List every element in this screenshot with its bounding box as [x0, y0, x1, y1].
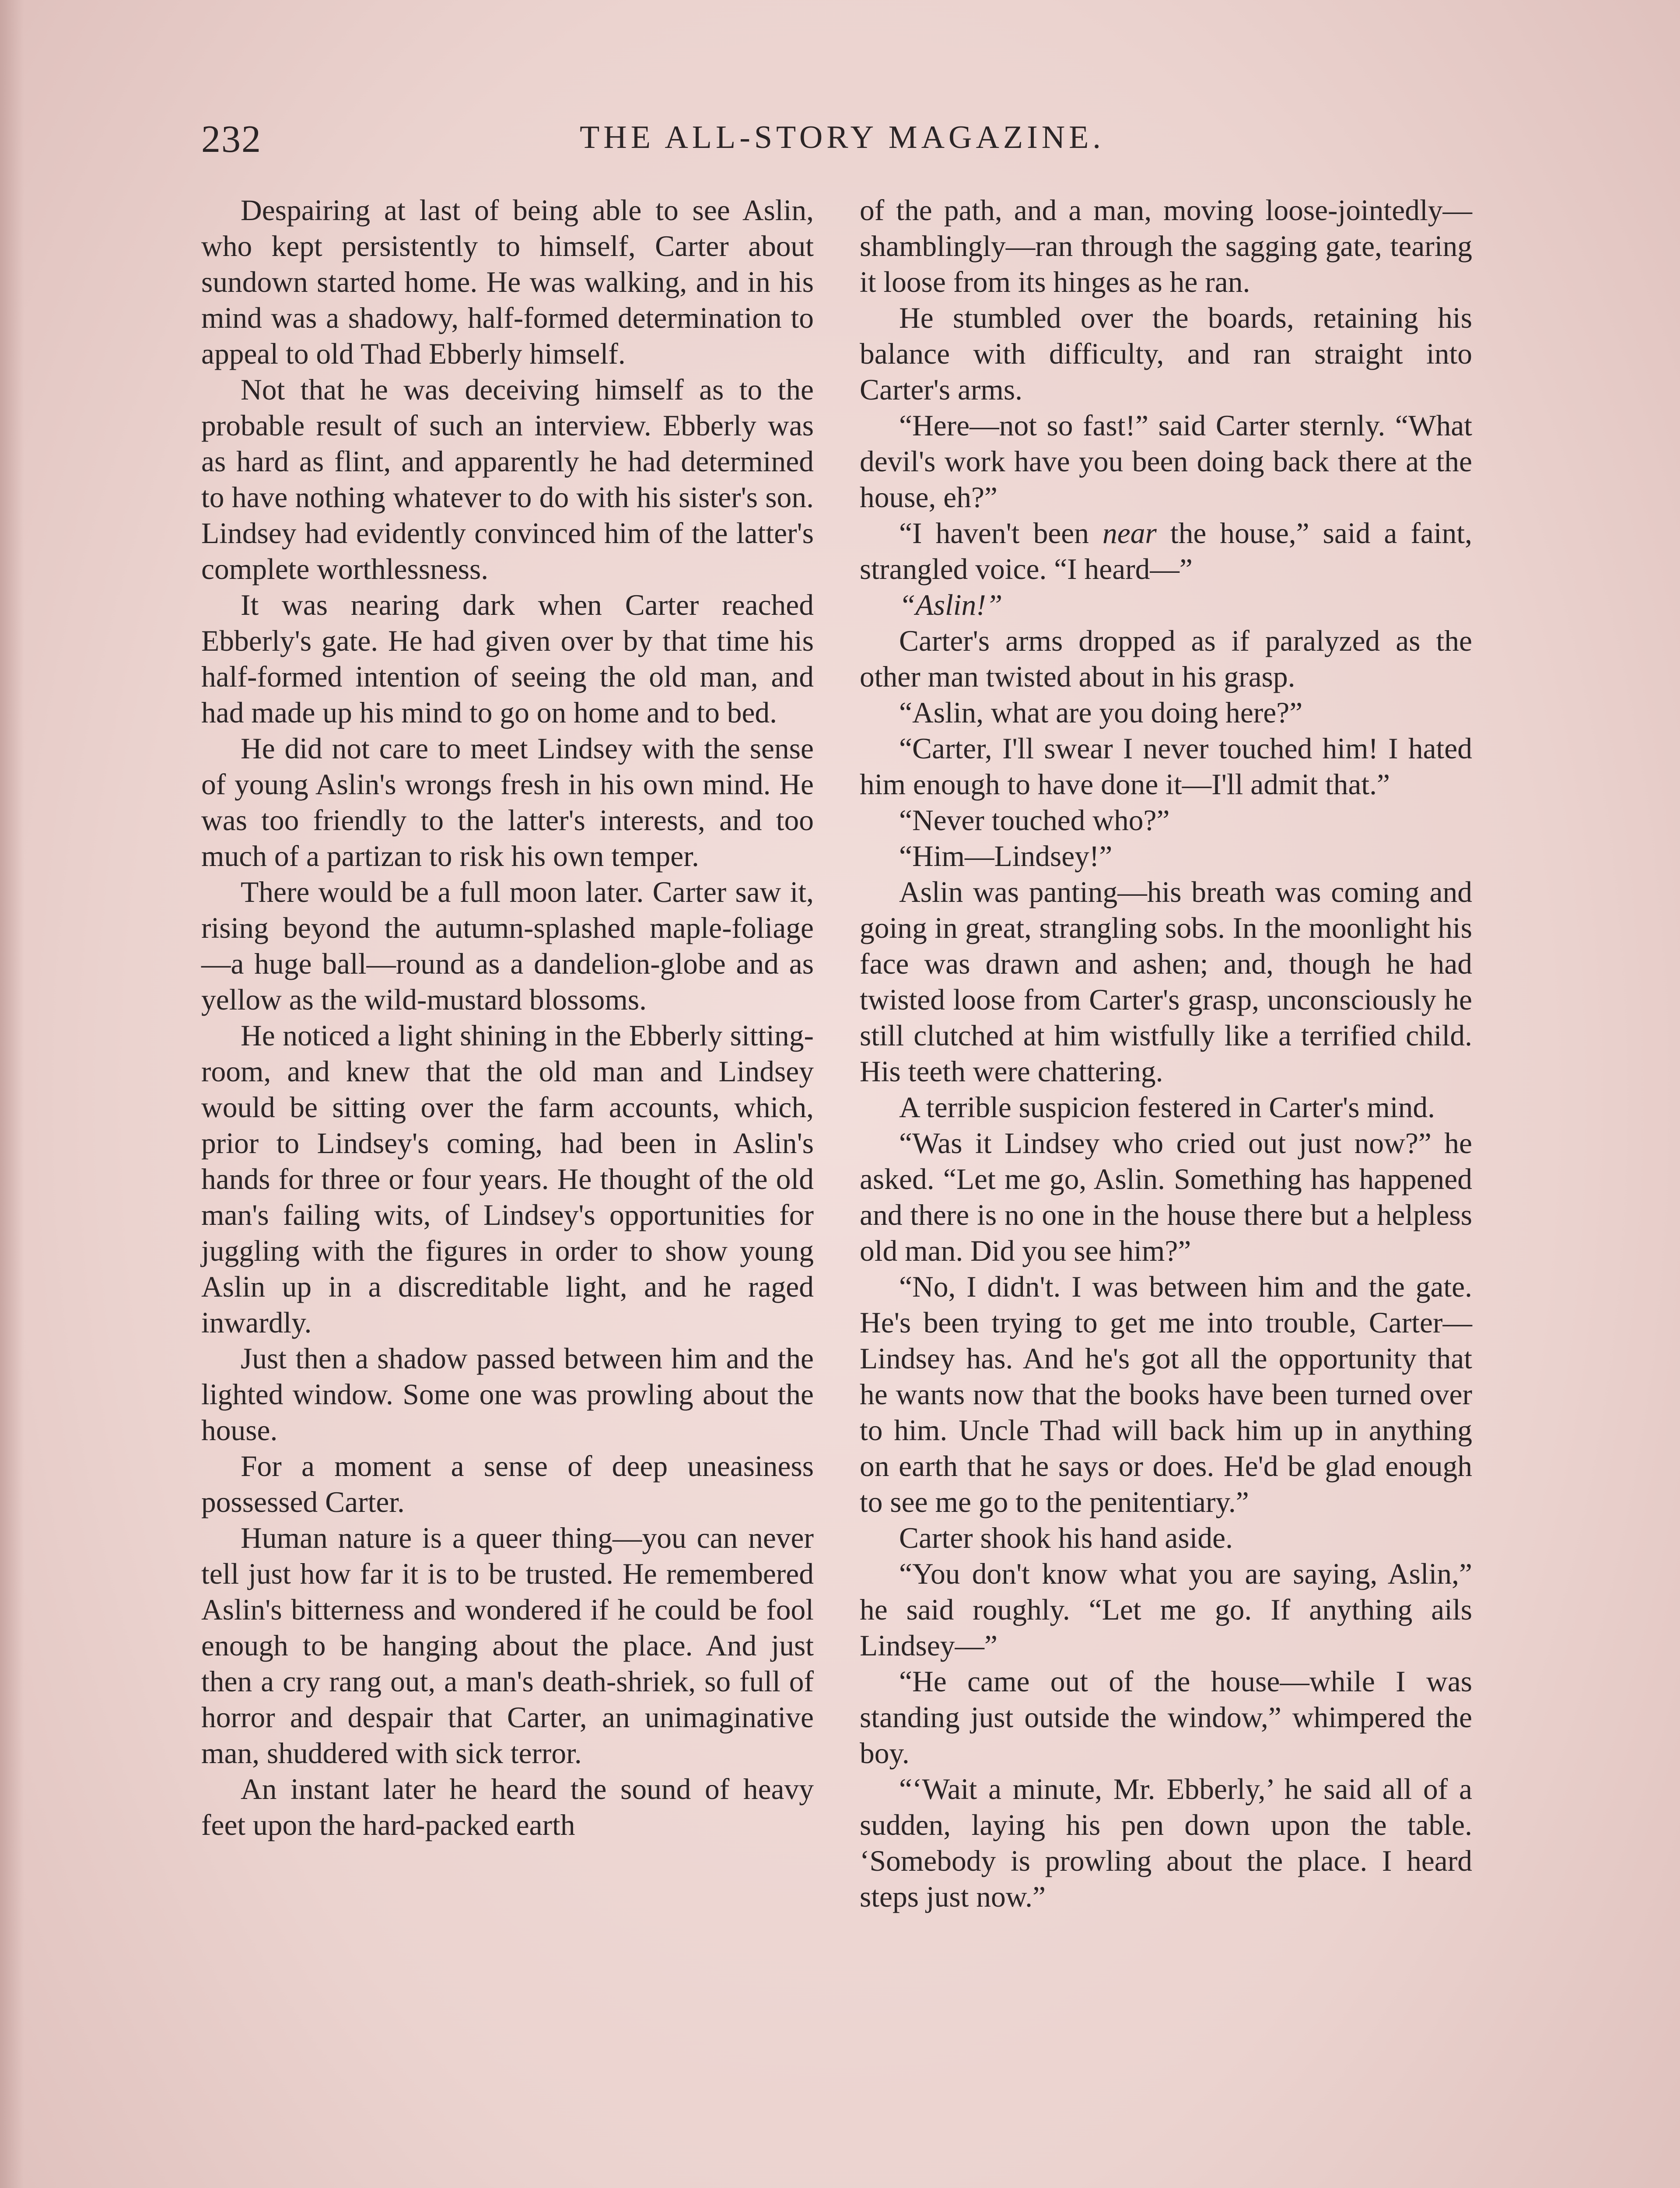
paragraph: He did not care to meet Lindsey with the sense of young Aslin's wrongs fresh in his own mind. He was too friendly to the latter's interests, and too much of a partizan to risk his own temper. — [201, 732, 814, 873]
paragraph: “He came out of the house—while I was standing just outside the window,” whimpered the boy. — [860, 1665, 1472, 1770]
paragraph: “You don't know what you are saying, Aslin,” he said roughly. “Let me go. If anything ails Lindsey—” — [860, 1557, 1472, 1662]
paragraph: An instant later he heard the sound of heavy feet upon the hard-packed earth — [201, 1773, 814, 1841]
text-span: the house,” said a faint, strangled voice. “I heard—” — [860, 517, 1472, 586]
right-column — [860, 193, 1472, 1915]
paragraph: He noticed a light shining in the Ebberly sitting-room, and knew that the old man and Lindsey would be sitting over the farm accounts, which, prior to Lindsey's coming, had been in Aslin's hands for three or four years. He thought of the old man's failing wits, of Lindsey's opportunities for juggling with the figures in order to show young Aslin up in a discreditable light, and he raged inwardly. — [201, 1019, 814, 1339]
page-number: 232 — [201, 118, 262, 161]
paragraph: “Aslin, what are you doing here?” — [899, 696, 1303, 729]
paragraph: Despairing at last of being able to see Aslin, who kept persistently to himself, Carter about sundown started home. He was walking, and in his mind was a shadowy, half-formed determination to appeal to old Thad Ebberly himself. — [201, 194, 814, 370]
paragraph: Aslin was panting—his breath was coming and going in great, strangling sobs. In the moonlight his face was drawn and ashen; and, though he had twisted loose from Carter's grasp, unconsciously he still clutched at him wistfully like a terrified child. His teeth were chattering. — [860, 876, 1472, 1088]
paragraph: “Carter, I'll swear I never touched him! I hated him enough to have done it—I'll admit that.” — [860, 732, 1472, 801]
page-edge-shadow — [0, 0, 24, 2188]
paragraph: “Here—not so fast!” said Carter sternly. “What devil's work have you been doing back there at the house, eh?” — [860, 409, 1472, 514]
paragraph: For a moment a sense of deep uneasiness possessed Carter. — [201, 1450, 814, 1518]
paragraph: “Him—Lindsey!” — [899, 840, 1113, 873]
paragraph: “Was it Lindsey who cried out just now?” he asked. “Let me go, Aslin. Something has happened and there is no one in the house there but a helpless old man. Did you see him?” — [860, 1127, 1472, 1267]
page-header — [201, 117, 1483, 170]
italic-word: near — [1102, 517, 1157, 550]
running-head: THE ALL-STORY MAGAZINE. — [580, 119, 1105, 155]
paragraph: Just then a shadow passed between him and the lighted window. Some one was prowling about the house. — [201, 1342, 814, 1447]
paragraph: “Never touched who?” — [899, 804, 1170, 837]
paragraph: “No, I didn't. I was between him and the gate. He's been trying to get me into trouble, Carter—Lindsey has. And he's got all the opportunity that he wants now that the books have been turned over to him. Uncle Thad will back him up in anything on earth that he says or does. He'd be glad enough to see me go to the penitentiary.” — [860, 1270, 1472, 1518]
italic-exclamation: “Aslin!” — [899, 589, 1003, 621]
paragraph — [860, 515, 1472, 587]
paragraph: Not that he was deceiving himself as to the probable result of such an interview. Ebberly was as hard as flint, and apparently he had determined to have nothing whatever to do with his sister's son. Lindsey had evidently convinced him of the latter's complete worthlessness. — [201, 373, 814, 586]
paragraph: “‘Wait a minute, Mr. Ebberly,’ he said all of a sudden, laying his pen down upon the table. ‘Somebody is prowling about the place. I heard steps just now.” — [860, 1773, 1472, 1913]
text-span: “I haven't been — [899, 517, 1103, 550]
paragraph: He stumbled over the boards, retaining his balance with difficulty, and ran straight into Carter's arms. — [860, 302, 1472, 406]
left-column — [201, 193, 814, 1843]
paragraph: Carter's arms dropped as if paralyzed as the other man twisted about in his grasp. — [860, 624, 1472, 693]
paragraph — [860, 587, 1472, 623]
paragraph: It was nearing dark when Carter reached Ebberly's gate. He had given over by that time his half-formed intention of seeing the old man, and had made up his mind to go on home and to bed. — [201, 589, 814, 729]
paragraph: A terrible suspicion festered in Carter's mind. — [899, 1091, 1435, 1124]
paragraph: Carter shook his hand aside. — [899, 1522, 1233, 1554]
paragraph-continued: of the path, and a man, moving loose-jointedly—shamblingly—ran through the sagging gate, tearing it loose from its hinges as he ran. — [860, 194, 1472, 298]
paragraph: Human nature is a queer thing—you can never tell just how far it is to be trusted. He remembered Aslin's bitterness and wondered if he could be fool enough to be hanging about the place. And just then a cry rang out, a man's death-shriek, so full of horror and despair that Carter, an unimaginative man, shuddered with sick terror. — [201, 1522, 814, 1770]
paragraph: There would be a full moon later. Carter saw it, rising beyond the autumn-splashed maple-foliage—a huge ball—round as a dandelion-globe and as yellow as the wild-mustard blossoms. — [201, 876, 814, 1016]
